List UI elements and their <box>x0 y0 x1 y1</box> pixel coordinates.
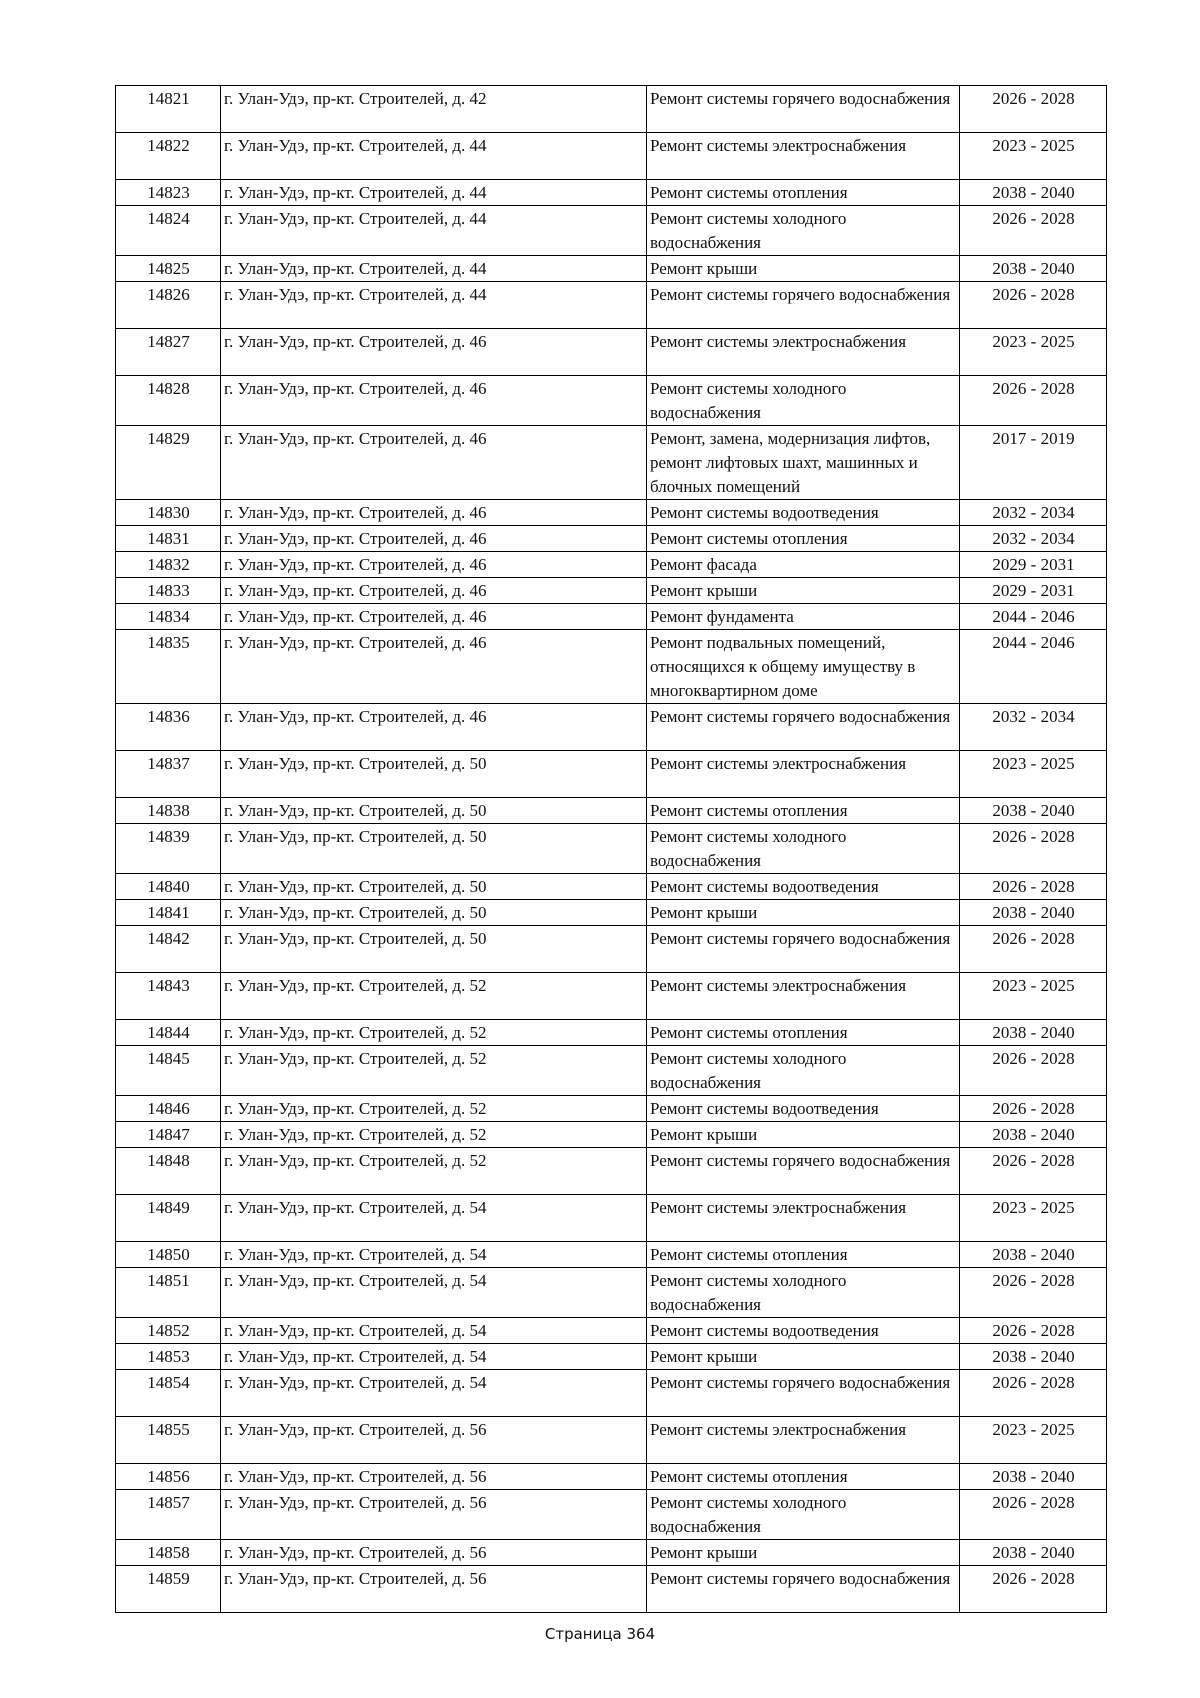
address-cell: г. Улан-Удэ, пр-кт. Строителей, д. 44 <box>221 133 647 180</box>
row-number-cell: 14837 <box>116 751 221 798</box>
row-number-cell: 14840 <box>116 874 221 900</box>
period-cell: 2038 - 2040 <box>960 900 1107 926</box>
row-number-cell: 14822 <box>116 133 221 180</box>
row-number-cell: 14845 <box>116 1046 221 1096</box>
work-type-cell: Ремонт крыши <box>647 256 960 282</box>
table-row <box>116 133 1107 180</box>
table-row <box>116 180 1107 206</box>
row-number-cell: 14853 <box>116 1344 221 1370</box>
period-cell: 2038 - 2040 <box>960 1020 1107 1046</box>
row-number-cell: 14842 <box>116 926 221 973</box>
table-row <box>116 704 1107 751</box>
table-row <box>116 1540 1107 1566</box>
address-cell: г. Улан-Удэ, пр-кт. Строителей, д. 46 <box>221 704 647 751</box>
address-cell: г. Улан-Удэ, пр-кт. Строителей, д. 54 <box>221 1195 647 1242</box>
work-type-cell: Ремонт, замена, модернизация лифтов, ремонт лифтовых шахт, машинных и блочных помещений <box>647 426 960 500</box>
table-row <box>116 500 1107 526</box>
work-type-cell: Ремонт системы холодного водоснабжения <box>647 1490 960 1540</box>
period-cell: 2026 - 2028 <box>960 874 1107 900</box>
work-type-cell: Ремонт системы водоотведения <box>647 500 960 526</box>
period-cell: 2038 - 2040 <box>960 1122 1107 1148</box>
address-cell: г. Улан-Удэ, пр-кт. Строителей, д. 52 <box>221 1096 647 1122</box>
row-number-cell: 14851 <box>116 1268 221 1318</box>
address-cell: г. Улан-Удэ, пр-кт. Строителей, д. 46 <box>221 552 647 578</box>
row-number-cell: 14850 <box>116 1242 221 1268</box>
table-row <box>116 874 1107 900</box>
row-number-cell: 14826 <box>116 282 221 329</box>
row-number-cell: 14859 <box>116 1566 221 1613</box>
work-type-cell: Ремонт системы отопления <box>647 1464 960 1490</box>
row-number-cell: 14846 <box>116 1096 221 1122</box>
row-number-cell: 14849 <box>116 1195 221 1242</box>
period-cell: 2023 - 2025 <box>960 751 1107 798</box>
address-cell: г. Улан-Удэ, пр-кт. Строителей, д. 50 <box>221 900 647 926</box>
row-number-cell: 14836 <box>116 704 221 751</box>
period-cell: 2023 - 2025 <box>960 973 1107 1020</box>
work-type-cell: Ремонт системы водоотведения <box>647 1318 960 1344</box>
period-cell: 2032 - 2034 <box>960 704 1107 751</box>
table-row <box>116 206 1107 256</box>
address-cell: г. Улан-Удэ, пр-кт. Строителей, д. 46 <box>221 329 647 376</box>
address-cell: г. Улан-Удэ, пр-кт. Строителей, д. 46 <box>221 376 647 426</box>
period-cell: 2029 - 2031 <box>960 578 1107 604</box>
work-type-cell: Ремонт системы электроснабжения <box>647 329 960 376</box>
address-cell: г. Улан-Удэ, пр-кт. Строителей, д. 52 <box>221 1046 647 1096</box>
row-number-cell: 14857 <box>116 1490 221 1540</box>
table-row <box>116 1268 1107 1318</box>
work-type-cell: Ремонт фундамента <box>647 604 960 630</box>
work-type-cell: Ремонт системы отопления <box>647 1020 960 1046</box>
address-cell: г. Улан-Удэ, пр-кт. Строителей, д. 50 <box>221 926 647 973</box>
row-number-cell: 14856 <box>116 1464 221 1490</box>
address-cell: г. Улан-Удэ, пр-кт. Строителей, д. 56 <box>221 1464 647 1490</box>
period-cell: 2026 - 2028 <box>960 1490 1107 1540</box>
table-row <box>116 1566 1107 1613</box>
work-type-cell: Ремонт системы горячего водоснабжения <box>647 1148 960 1195</box>
table-row <box>116 1344 1107 1370</box>
row-number-cell: 14829 <box>116 426 221 500</box>
address-cell: г. Улан-Удэ, пр-кт. Строителей, д. 52 <box>221 1122 647 1148</box>
table-row <box>116 630 1107 704</box>
row-number-cell: 14831 <box>116 526 221 552</box>
table-row <box>116 798 1107 824</box>
work-type-cell: Ремонт системы электроснабжения <box>647 751 960 798</box>
work-type-cell: Ремонт крыши <box>647 1122 960 1148</box>
address-cell: г. Улан-Удэ, пр-кт. Строителей, д. 54 <box>221 1242 647 1268</box>
table-row <box>116 1490 1107 1540</box>
period-cell: 2026 - 2028 <box>960 1566 1107 1613</box>
period-cell: 2038 - 2040 <box>960 798 1107 824</box>
period-cell: 2044 - 2046 <box>960 604 1107 630</box>
address-cell: г. Улан-Удэ, пр-кт. Строителей, д. 54 <box>221 1318 647 1344</box>
table-row <box>116 376 1107 426</box>
address-cell: г. Улан-Удэ, пр-кт. Строителей, д. 56 <box>221 1490 647 1540</box>
table-row <box>116 86 1107 133</box>
table-row <box>116 824 1107 874</box>
period-cell: 2038 - 2040 <box>960 1464 1107 1490</box>
period-cell: 2026 - 2028 <box>960 376 1107 426</box>
address-cell: г. Улан-Удэ, пр-кт. Строителей, д. 44 <box>221 256 647 282</box>
table-row <box>116 426 1107 500</box>
table-row <box>116 578 1107 604</box>
address-cell: г. Улан-Удэ, пр-кт. Строителей, д. 46 <box>221 578 647 604</box>
page-number-label: Страница 364 <box>544 1625 656 1643</box>
work-type-cell: Ремонт системы отопления <box>647 526 960 552</box>
period-cell: 2023 - 2025 <box>960 1417 1107 1464</box>
row-number-cell: 14833 <box>116 578 221 604</box>
address-cell: г. Улан-Удэ, пр-кт. Строителей, д. 46 <box>221 604 647 630</box>
work-type-cell: Ремонт фасада <box>647 552 960 578</box>
period-cell: 2038 - 2040 <box>960 1242 1107 1268</box>
period-cell: 2026 - 2028 <box>960 1268 1107 1318</box>
period-cell: 2023 - 2025 <box>960 133 1107 180</box>
period-cell: 2038 - 2040 <box>960 1540 1107 1566</box>
period-cell: 2026 - 2028 <box>960 1148 1107 1195</box>
row-number-cell: 14855 <box>116 1417 221 1464</box>
address-cell: г. Улан-Удэ, пр-кт. Строителей, д. 50 <box>221 824 647 874</box>
row-number-cell: 14835 <box>116 630 221 704</box>
period-cell: 2038 - 2040 <box>960 1344 1107 1370</box>
work-type-cell: Ремонт системы горячего водоснабжения <box>647 1370 960 1417</box>
work-type-cell: Ремонт системы горячего водоснабжения <box>647 704 960 751</box>
work-type-cell: Ремонт системы холодного водоснабжения <box>647 1268 960 1318</box>
work-type-cell: Ремонт системы горячего водоснабжения <box>647 86 960 133</box>
work-type-cell: Ремонт системы отопления <box>647 180 960 206</box>
address-cell: г. Улан-Удэ, пр-кт. Строителей, д. 52 <box>221 1020 647 1046</box>
table-row <box>116 256 1107 282</box>
address-cell: г. Улан-Удэ, пр-кт. Строителей, д. 52 <box>221 973 647 1020</box>
table-row <box>116 1195 1107 1242</box>
table-row <box>116 973 1107 1020</box>
row-number-cell: 14847 <box>116 1122 221 1148</box>
row-number-cell: 14844 <box>116 1020 221 1046</box>
work-type-cell: Ремонт системы водоотведения <box>647 1096 960 1122</box>
address-cell: г. Улан-Удэ, пр-кт. Строителей, д. 54 <box>221 1370 647 1417</box>
row-number-cell: 14832 <box>116 552 221 578</box>
row-number-cell: 14843 <box>116 973 221 1020</box>
address-cell: г. Улан-Удэ, пр-кт. Строителей, д. 44 <box>221 206 647 256</box>
row-number-cell: 14858 <box>116 1540 221 1566</box>
address-cell: г. Улан-Удэ, пр-кт. Строителей, д. 50 <box>221 874 647 900</box>
period-cell: 2023 - 2025 <box>960 329 1107 376</box>
table-row <box>116 1148 1107 1195</box>
table-row <box>116 1020 1107 1046</box>
work-type-cell: Ремонт системы холодного водоснабжения <box>647 376 960 426</box>
table-row <box>116 1122 1107 1148</box>
row-number-cell: 14839 <box>116 824 221 874</box>
table-row <box>116 1318 1107 1344</box>
repair-schedule-table <box>115 85 1107 1613</box>
address-cell: г. Улан-Удэ, пр-кт. Строителей, д. 46 <box>221 526 647 552</box>
address-cell: г. Улан-Удэ, пр-кт. Строителей, д. 50 <box>221 751 647 798</box>
period-cell: 2026 - 2028 <box>960 282 1107 329</box>
address-cell: г. Улан-Удэ, пр-кт. Строителей, д. 54 <box>221 1268 647 1318</box>
work-type-cell: Ремонт системы холодного водоснабжения <box>647 206 960 256</box>
period-cell: 2026 - 2028 <box>960 824 1107 874</box>
table-row <box>116 329 1107 376</box>
work-type-cell: Ремонт системы отопления <box>647 1242 960 1268</box>
work-type-cell: Ремонт системы холодного водоснабжения <box>647 824 960 874</box>
period-cell: 2032 - 2034 <box>960 526 1107 552</box>
work-type-cell: Ремонт крыши <box>647 578 960 604</box>
address-cell: г. Улан-Удэ, пр-кт. Строителей, д. 42 <box>221 86 647 133</box>
address-cell: г. Улан-Удэ, пр-кт. Строителей, д. 50 <box>221 798 647 824</box>
row-number-cell: 14838 <box>116 798 221 824</box>
period-cell: 2026 - 2028 <box>960 1318 1107 1344</box>
table-row <box>116 282 1107 329</box>
row-number-cell: 14852 <box>116 1318 221 1344</box>
table-row <box>116 751 1107 798</box>
row-number-cell: 14854 <box>116 1370 221 1417</box>
period-cell: 2026 - 2028 <box>960 1046 1107 1096</box>
work-type-cell: Ремонт системы электроснабжения <box>647 973 960 1020</box>
period-cell: 2038 - 2040 <box>960 180 1107 206</box>
period-cell: 2026 - 2028 <box>960 926 1107 973</box>
table-row <box>116 1096 1107 1122</box>
work-type-cell: Ремонт крыши <box>647 1540 960 1566</box>
address-cell: г. Улан-Удэ, пр-кт. Строителей, д. 44 <box>221 282 647 329</box>
row-number-cell: 14848 <box>116 1148 221 1195</box>
row-number-cell: 14841 <box>116 900 221 926</box>
work-type-cell: Ремонт системы горячего водоснабжения <box>647 926 960 973</box>
address-cell: г. Улан-Удэ, пр-кт. Строителей, д. 46 <box>221 630 647 704</box>
table-body <box>116 86 1107 1613</box>
work-type-cell: Ремонт системы холодного водоснабжения <box>647 1046 960 1096</box>
work-type-cell: Ремонт системы горячего водоснабжения <box>647 282 960 329</box>
work-type-cell: Ремонт системы горячего водоснабжения <box>647 1566 960 1613</box>
table-row <box>116 926 1107 973</box>
period-cell: 2023 - 2025 <box>960 1195 1107 1242</box>
table-row <box>116 604 1107 630</box>
page-footer <box>0 1625 1200 1643</box>
row-number-cell: 14827 <box>116 329 221 376</box>
row-number-cell: 14821 <box>116 86 221 133</box>
row-number-cell: 14830 <box>116 500 221 526</box>
address-cell: г. Улан-Удэ, пр-кт. Строителей, д. 54 <box>221 1344 647 1370</box>
row-number-cell: 14823 <box>116 180 221 206</box>
work-type-cell: Ремонт системы отопления <box>647 798 960 824</box>
period-cell: 2026 - 2028 <box>960 1096 1107 1122</box>
address-cell: г. Улан-Удэ, пр-кт. Строителей, д. 46 <box>221 426 647 500</box>
period-cell: 2044 - 2046 <box>960 630 1107 704</box>
period-cell: 2026 - 2028 <box>960 86 1107 133</box>
period-cell: 2032 - 2034 <box>960 500 1107 526</box>
period-cell: 2038 - 2040 <box>960 256 1107 282</box>
address-cell: г. Улан-Удэ, пр-кт. Строителей, д. 44 <box>221 180 647 206</box>
address-cell: г. Улан-Удэ, пр-кт. Строителей, д. 52 <box>221 1148 647 1195</box>
row-number-cell: 14825 <box>116 256 221 282</box>
row-number-cell: 14834 <box>116 604 221 630</box>
work-type-cell: Ремонт подвальных помещений, относящихся к общему имуществу в многоквартирном доме <box>647 630 960 704</box>
table-row <box>116 1046 1107 1096</box>
work-type-cell: Ремонт системы электроснабжения <box>647 1195 960 1242</box>
work-type-cell: Ремонт крыши <box>647 900 960 926</box>
period-cell: 2017 - 2019 <box>960 426 1107 500</box>
work-type-cell: Ремонт крыши <box>647 1344 960 1370</box>
row-number-cell: 14828 <box>116 376 221 426</box>
work-type-cell: Ремонт системы электроснабжения <box>647 133 960 180</box>
table-row <box>116 1370 1107 1417</box>
address-cell: г. Улан-Удэ, пр-кт. Строителей, д. 46 <box>221 500 647 526</box>
table-row <box>116 1417 1107 1464</box>
table-row <box>116 526 1107 552</box>
address-cell: г. Улан-Удэ, пр-кт. Строителей, д. 56 <box>221 1540 647 1566</box>
work-type-cell: Ремонт системы электроснабжения <box>647 1417 960 1464</box>
address-cell: г. Улан-Удэ, пр-кт. Строителей, д. 56 <box>221 1566 647 1613</box>
work-type-cell: Ремонт системы водоотведения <box>647 874 960 900</box>
period-cell: 2026 - 2028 <box>960 1370 1107 1417</box>
table-row <box>116 1464 1107 1490</box>
row-number-cell: 14824 <box>116 206 221 256</box>
table-row <box>116 900 1107 926</box>
table-row <box>116 552 1107 578</box>
period-cell: 2026 - 2028 <box>960 206 1107 256</box>
table-row <box>116 1242 1107 1268</box>
period-cell: 2029 - 2031 <box>960 552 1107 578</box>
address-cell: г. Улан-Удэ, пр-кт. Строителей, д. 56 <box>221 1417 647 1464</box>
